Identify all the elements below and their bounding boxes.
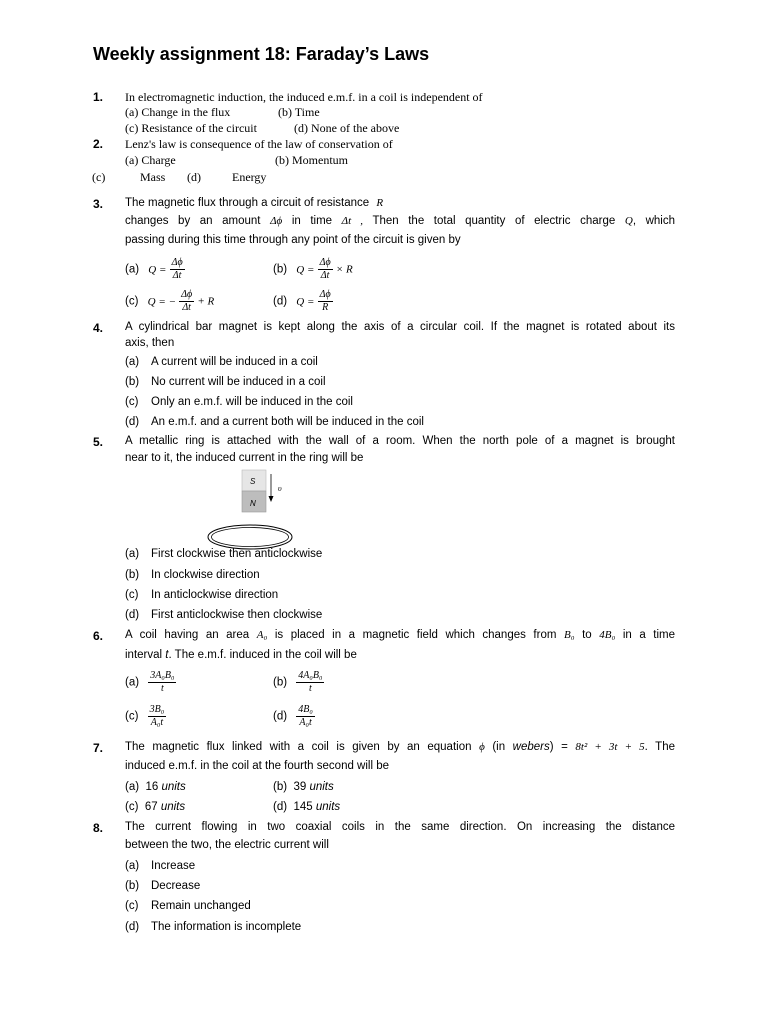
option-label: (b) bbox=[273, 781, 288, 793]
text-segment: to bbox=[582, 629, 592, 641]
option-unit: units bbox=[160, 801, 186, 813]
label-n: N bbox=[250, 499, 256, 508]
numerator: 3A₀B₀ bbox=[150, 670, 175, 681]
option-unit: units bbox=[161, 781, 186, 793]
question-number: 1. bbox=[93, 90, 104, 104]
text-segment: The magnetic flux through a circuit of resistance bbox=[125, 197, 370, 209]
option-a-text: First clockwise then anticlockwise bbox=[151, 548, 323, 560]
fraction bbox=[318, 257, 333, 282]
option-b-text: In clockwise direction bbox=[151, 569, 260, 581]
formula-lhs: Q = bbox=[296, 263, 315, 276]
option-c-text: Mass bbox=[140, 170, 166, 184]
question-number: 7. bbox=[93, 741, 104, 755]
magnet-ring-figure bbox=[205, 468, 300, 553]
fraction bbox=[179, 289, 194, 314]
arrow-head bbox=[269, 496, 274, 502]
numerator: 3B₀ bbox=[149, 704, 165, 715]
option-b bbox=[273, 257, 353, 282]
text-segment: Then the total quantity of electric charge bbox=[372, 215, 616, 227]
question-number: 5. bbox=[93, 435, 104, 449]
option-d-text: First anticlockwise then clockwise bbox=[151, 609, 323, 621]
option-c-label: (c) bbox=[125, 589, 139, 601]
label-velocity: υ bbox=[278, 484, 282, 493]
option-value: 16 bbox=[145, 781, 159, 793]
numerator: Δϕ bbox=[319, 257, 331, 268]
denominator: Δt bbox=[320, 270, 330, 281]
option-a: (a) Charge bbox=[125, 153, 176, 167]
option-label: (a) bbox=[125, 781, 140, 793]
symbol-delta-phi: Δϕ bbox=[270, 215, 283, 227]
option-label: (b) bbox=[273, 263, 288, 276]
numerator: Δϕ bbox=[181, 289, 193, 300]
option-a: (a) Change in the flux bbox=[125, 105, 231, 119]
text-segment: in a time bbox=[622, 629, 676, 641]
formula-lhs: Q = bbox=[148, 263, 167, 276]
option-c-label: (c) bbox=[125, 900, 139, 912]
option-b-text: No current will be induced in a coil bbox=[151, 376, 326, 388]
text-segment: ) = bbox=[549, 741, 568, 753]
text-segment: . The e.m.f. induced in the coil will be bbox=[168, 649, 357, 661]
denominator: Δt bbox=[172, 270, 182, 281]
option-label: (a) bbox=[125, 676, 140, 689]
option-label: (c) bbox=[125, 801, 139, 813]
formula-lhs: Q = bbox=[296, 295, 315, 308]
text-segment: (in bbox=[492, 741, 506, 753]
option-label: (d) bbox=[273, 295, 288, 308]
text-segment: . The bbox=[644, 741, 675, 753]
symbol-delta-t: Δt , bbox=[341, 215, 364, 227]
metal-ring-outer bbox=[208, 525, 292, 549]
option-b bbox=[273, 780, 334, 795]
question-number: 6. bbox=[93, 629, 104, 643]
text-segment: in time bbox=[291, 215, 333, 227]
numerator: 4A₀B₀ bbox=[298, 670, 323, 681]
metal-ring-inner bbox=[212, 528, 289, 547]
question-text-line1 bbox=[125, 628, 675, 643]
option-d bbox=[273, 800, 340, 815]
option-c-text: Remain unchanged bbox=[151, 900, 251, 912]
option-c-text: In anticlockwise direction bbox=[151, 589, 279, 601]
option-d: (d) None of the above bbox=[294, 121, 400, 135]
option-a-label: (a) bbox=[125, 356, 140, 368]
symbol-phi: ϕ bbox=[479, 741, 485, 753]
question-text: In electromagnetic induction, the induced e.m.f. in a coil is independent of bbox=[125, 90, 483, 104]
question-text-line3: passing during this time through any point of the circuit is given by bbox=[125, 234, 461, 246]
question-number: 2. bbox=[93, 137, 104, 151]
option-d-label: (d) bbox=[187, 170, 201, 184]
option-a bbox=[125, 780, 186, 795]
option-b bbox=[273, 670, 324, 695]
fraction bbox=[296, 704, 315, 729]
formula-rhs: × R bbox=[335, 263, 353, 276]
option-b: (b) Time bbox=[278, 105, 320, 119]
option-a bbox=[125, 257, 185, 282]
option-label: (d) bbox=[273, 710, 288, 723]
option-d-text: The information is incomplete bbox=[151, 921, 302, 933]
text-segment: A coil having an area bbox=[125, 629, 250, 641]
option-b-label: (b) bbox=[125, 376, 140, 388]
option-label: (c) bbox=[125, 295, 139, 308]
option-a-label: (a) bbox=[125, 860, 140, 872]
text-segment: The magnetic flux linked with a coil is given by an equation bbox=[125, 741, 472, 753]
denominator: A₀t bbox=[299, 717, 312, 728]
symbol-t: t bbox=[165, 649, 169, 661]
unit-webers: webers bbox=[512, 741, 550, 753]
question-text-line1: A metallic ring is attached with the wall of a room. When the north pole of a magnet is brought bbox=[125, 435, 675, 447]
symbol-a0: A₀ bbox=[256, 629, 268, 641]
option-b-label: (b) bbox=[125, 569, 140, 581]
denominator: R bbox=[322, 302, 329, 313]
option-label: (b) bbox=[273, 676, 288, 689]
question-text: Lenz's law is consequence of the law of conservation of bbox=[125, 137, 393, 151]
question-number: 3. bbox=[93, 197, 104, 211]
question-text-line2 bbox=[125, 648, 357, 663]
numerator: Δϕ bbox=[171, 257, 183, 268]
fraction bbox=[148, 704, 167, 729]
option-value: 67 bbox=[144, 801, 158, 813]
option-a-text: A current will be induced in a coil bbox=[151, 356, 318, 368]
symbol-r: R bbox=[376, 197, 384, 209]
option-d-text: Energy bbox=[232, 170, 267, 184]
option-c bbox=[125, 704, 166, 729]
option-d bbox=[273, 704, 315, 729]
option-d bbox=[273, 289, 333, 314]
denominator: Δt bbox=[182, 302, 191, 313]
formula-rhs: + R bbox=[197, 295, 215, 308]
question-text-line1: A cylindrical bar magnet is kept along the axis of a circular coil. If the magnet is rotated about its bbox=[125, 321, 675, 333]
label-s: S bbox=[250, 477, 256, 486]
denominator: A₀t bbox=[150, 717, 164, 728]
question-text-line1 bbox=[125, 740, 675, 755]
symbol-b0: B₀ bbox=[563, 629, 575, 641]
option-a bbox=[125, 670, 176, 695]
page-title: Weekly assignment 18: Faraday’s Laws bbox=[93, 44, 430, 64]
option-unit: units bbox=[309, 781, 334, 793]
denominator: t bbox=[308, 683, 312, 694]
option-label: (a) bbox=[125, 263, 140, 276]
question-text-line1 bbox=[125, 196, 383, 211]
option-c: (c) Resistance of the circuit bbox=[125, 121, 257, 135]
denominator: t bbox=[160, 683, 164, 694]
option-d-label: (d) bbox=[125, 609, 140, 621]
symbol-q: Q bbox=[624, 215, 633, 227]
option-d-label: (d) bbox=[125, 921, 140, 933]
formula-lhs: Q = − bbox=[147, 295, 176, 308]
question-number: 4. bbox=[93, 321, 104, 335]
option-c bbox=[125, 800, 185, 815]
option-label: (c) bbox=[125, 710, 139, 723]
numerator: Δϕ bbox=[319, 289, 331, 300]
option-label: (d) bbox=[273, 801, 288, 813]
text-segment: changes by an amount bbox=[125, 215, 261, 227]
numerator: 4B₀ bbox=[298, 704, 313, 715]
fraction bbox=[148, 670, 176, 695]
option-c-label: (c) bbox=[125, 396, 139, 408]
question-text-line1: The current flowing in two coaxial coils in the same direction. On increasing the distance bbox=[125, 821, 675, 833]
option-a-label: (a) bbox=[125, 548, 140, 560]
question-text-line2: induced e.m.f. in the coil at the fourth second will be bbox=[125, 760, 390, 772]
question-number: 8. bbox=[93, 821, 104, 835]
option-d-text: An e.m.f. and a current both will be induced in the coil bbox=[151, 416, 424, 428]
option-c bbox=[125, 289, 214, 314]
option-d-label: (d) bbox=[125, 416, 140, 428]
option-a-text: Increase bbox=[151, 860, 196, 872]
text-segment: , which bbox=[632, 215, 675, 227]
text-segment: interval bbox=[125, 649, 163, 661]
fraction bbox=[318, 289, 333, 314]
option-value: 39 bbox=[293, 781, 307, 793]
fraction bbox=[296, 670, 324, 695]
option-c-label: (c) bbox=[92, 170, 106, 184]
fraction bbox=[170, 257, 185, 282]
option-unit: units bbox=[315, 801, 341, 813]
text-segment: is placed in a magnetic field which changes from bbox=[274, 629, 557, 641]
flux-equation: 8t² + 3t + 5 bbox=[575, 741, 645, 753]
option-b-label: (b) bbox=[125, 880, 140, 892]
option-b-text: Decrease bbox=[151, 880, 201, 892]
symbol-4b0: 4B₀ bbox=[599, 629, 616, 641]
question-text-line2: between the two, the electric current will bbox=[125, 839, 329, 851]
option-value: 145 bbox=[293, 801, 313, 813]
option-b: (b) Momentum bbox=[275, 153, 348, 167]
option-c-text: Only an e.m.f. will be induced in the coil bbox=[151, 396, 353, 408]
question-text-line2 bbox=[125, 214, 675, 229]
question-text-line2: axis, then bbox=[125, 337, 175, 349]
question-text-line2: near to it, the induced current in the ring will be bbox=[125, 452, 364, 464]
